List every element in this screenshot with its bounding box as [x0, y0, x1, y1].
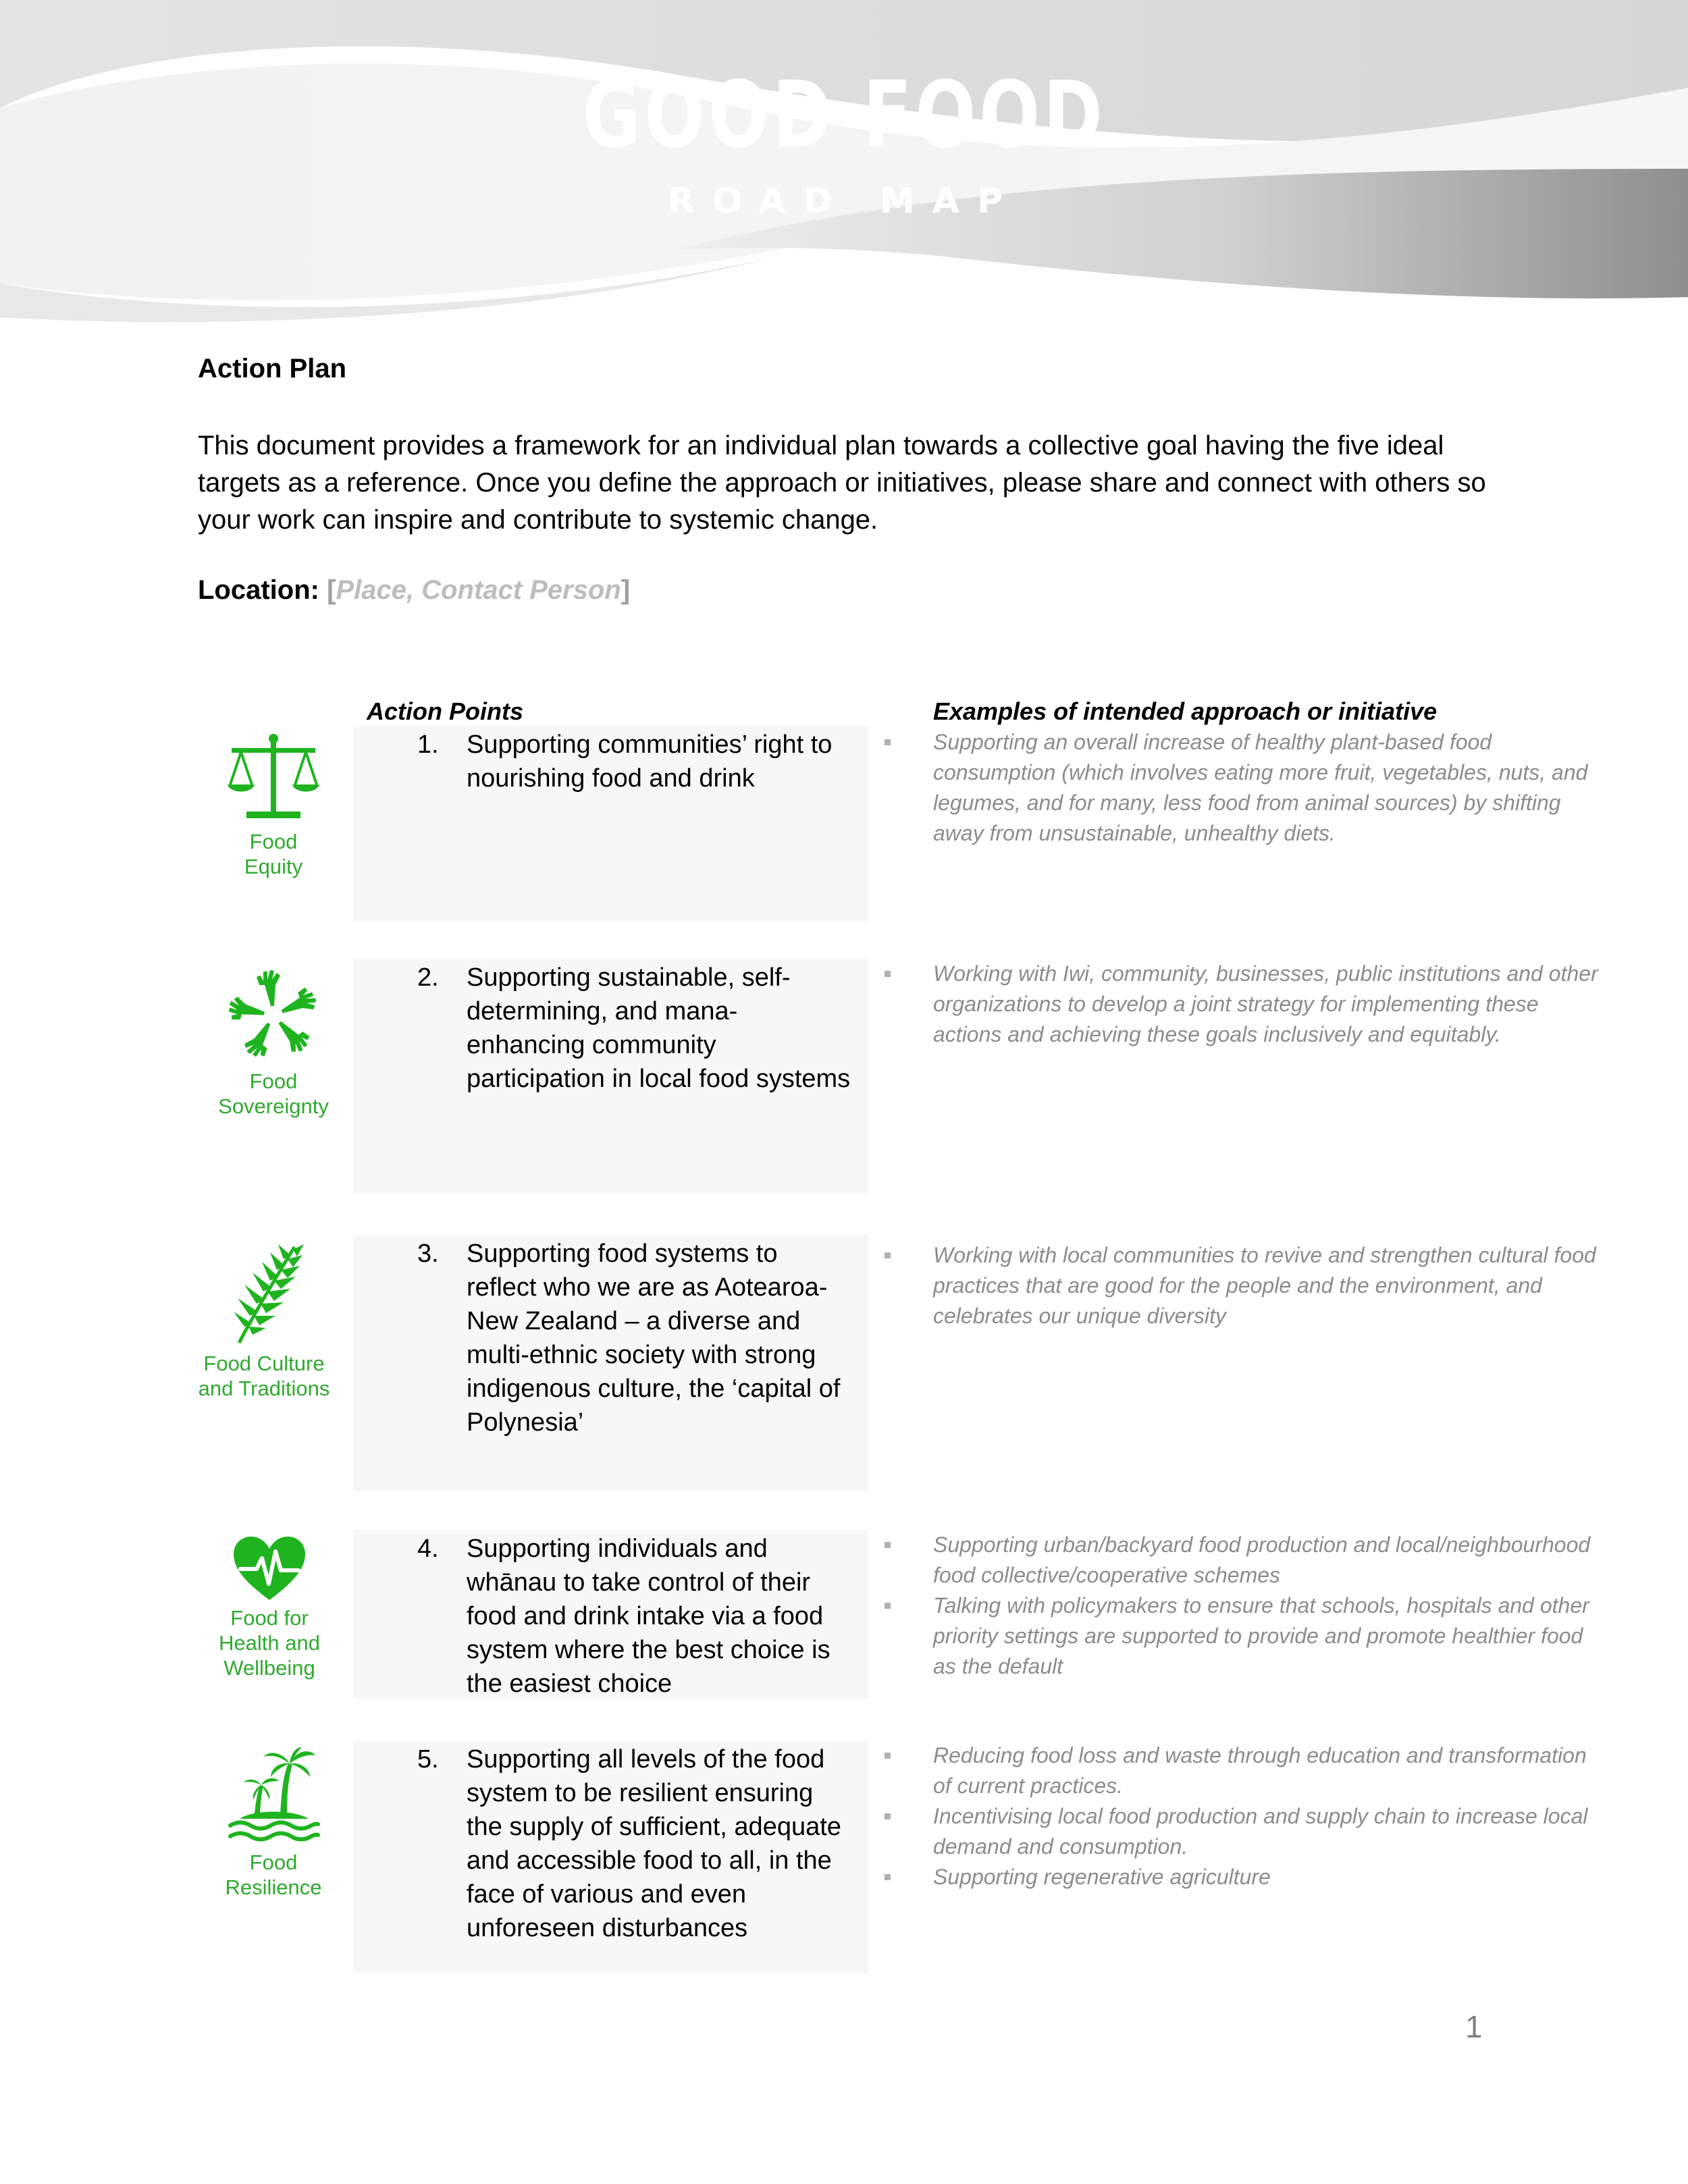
example-text: Talking with policymakers to ensure that schools, hospitals and other priority settings are supported to provide and promote healthier food as the default [933, 1593, 1589, 1678]
fern-icon [213, 1240, 315, 1348]
brand-subtitle: ROAD MAP [667, 181, 1021, 221]
target-caption [196, 1850, 351, 1900]
caption-line: Health and [219, 1631, 320, 1655]
caption-line: Food [249, 1069, 298, 1093]
action-number: 2. [417, 963, 439, 992]
target-food-resilience [196, 1746, 351, 1900]
target-food-culture [186, 1240, 342, 1401]
action-number: 1. [417, 730, 439, 759]
action-point-box [353, 1235, 868, 1491]
brand-title: GOOD FOOD [582, 62, 1106, 169]
bullet-icon [885, 971, 891, 977]
caption-line: and Traditions [198, 1377, 330, 1400]
examples-list [885, 1240, 1600, 1331]
caption-line: Food Culture [203, 1352, 325, 1375]
bullet-icon [885, 1753, 891, 1759]
example-item [885, 1530, 1600, 1591]
target-food-sovereignty [196, 965, 351, 1119]
bullet-icon [885, 1603, 891, 1609]
caption-line: Food for [230, 1606, 309, 1630]
examples-list [885, 727, 1600, 849]
target-caption [196, 1069, 351, 1119]
caption-line: Sovereignty [218, 1094, 329, 1118]
bullet-icon [885, 1542, 891, 1548]
action-point-box [353, 726, 868, 922]
example-item [885, 1740, 1600, 1801]
example-text: Incentivising local food production and supply chain to increase local demand and consumption. [933, 1804, 1588, 1859]
example-text: Working with local communities to revive and strengthen cultural food practices that are good for the people and the environment, and celebrates our unique diversity [933, 1243, 1596, 1328]
heartbeat-icon [232, 1535, 307, 1603]
target-caption [186, 1351, 342, 1401]
caption-line: Food [249, 830, 298, 853]
bullet-icon [885, 1874, 891, 1880]
example-item [885, 727, 1600, 849]
scales-icon [226, 732, 321, 826]
location-close-bracket: ] [621, 575, 631, 605]
location-label: Location: [198, 575, 319, 605]
action-point-box [353, 959, 868, 1194]
example-item [885, 959, 1600, 1050]
example-text: Reducing food loss and waste through education and transformation of current practices. [933, 1743, 1587, 1798]
page-title: Action Plan [198, 354, 347, 383]
bullet-icon [885, 1252, 891, 1258]
examples-list [885, 1740, 1600, 1892]
caption-line: Resilience [225, 1875, 322, 1899]
example-item [885, 1591, 1600, 1682]
location-open-bracket: [ [327, 575, 336, 605]
caption-line: Equity [244, 855, 303, 878]
example-item [885, 1862, 1600, 1892]
action-text: Supporting all levels of the food system to be resilient ensuring the supply of sufficient, adequate and accessible food to all, in the face of various and even unforeseen disturbances [467, 1745, 841, 1942]
action-text: Supporting communities’ right to nourishing food and drink [467, 730, 833, 793]
bullet-icon [885, 1813, 891, 1819]
example-text: Working with Iwi, community, businesses, public institutions and other organizations to develop a joint strategy for implementing these actions and achieving these goals inclusively and equitably. [933, 961, 1598, 1046]
target-caption [196, 829, 351, 879]
action-text: Supporting individuals and whānau to take control of their food and drink intake via a food system where the best choice is the easiest choice [467, 1535, 830, 1698]
target-caption [192, 1605, 347, 1680]
action-text: Supporting sustainable, self-determining, and mana-enhancing community participation in local food systems [467, 963, 851, 1093]
caption-line: Food [249, 1850, 298, 1874]
example-text: Supporting regenerative agriculture [933, 1865, 1271, 1889]
action-number: 5. [417, 1745, 439, 1774]
wave-graphic [0, 0, 1688, 338]
action-point-box [353, 1530, 868, 1699]
examples-list [885, 959, 1600, 1050]
caption-line: Wellbeing [223, 1656, 315, 1680]
action-number: 4. [417, 1535, 439, 1563]
column-header-examples: Examples of intended approach or initiative [933, 697, 1438, 725]
example-text: Supporting urban/backyard food production and local/neighbourhood food collective/cooperative schemes [933, 1533, 1591, 1587]
action-text: Supporting food systems to reflect who we are as Aotearoa-New Zealand – a diverse and multi-ethnic society with strong indigenous culture, the ‘capital of Polynesia’ [467, 1240, 841, 1437]
palm-island-icon [226, 1746, 321, 1847]
location-placeholder: Place, Contact Person [336, 575, 621, 605]
bullet-icon [885, 739, 891, 745]
action-point-box [353, 1740, 868, 1973]
action-number: 3. [417, 1240, 439, 1268]
example-text: Supporting an overall increase of healthy plant-based food consumption (which involves eating more fruit, vegetables, nuts, and legumes, and for many, less food from animal sources) by shifting away from unsustainable, unhealthy diets. [933, 730, 1588, 845]
header-banner [0, 0, 1688, 338]
examples-list [885, 1530, 1600, 1682]
page-number: 1 [1465, 2009, 1483, 2044]
location-line [198, 575, 630, 606]
joined-hands-icon [223, 965, 324, 1066]
target-food-health [192, 1535, 347, 1680]
intro-paragraph: This document provides a framework for an individual plan towards a collective goal having the five ideal targets as a reference. Once you define the approach or initiatives, please share and connect with others so your work can inspire and contribute to systemic change. [198, 431, 1486, 535]
example-item [885, 1240, 1600, 1331]
target-food-equity [196, 732, 351, 879]
column-header-action-points: Action Points [367, 697, 523, 725]
example-item [885, 1801, 1600, 1862]
